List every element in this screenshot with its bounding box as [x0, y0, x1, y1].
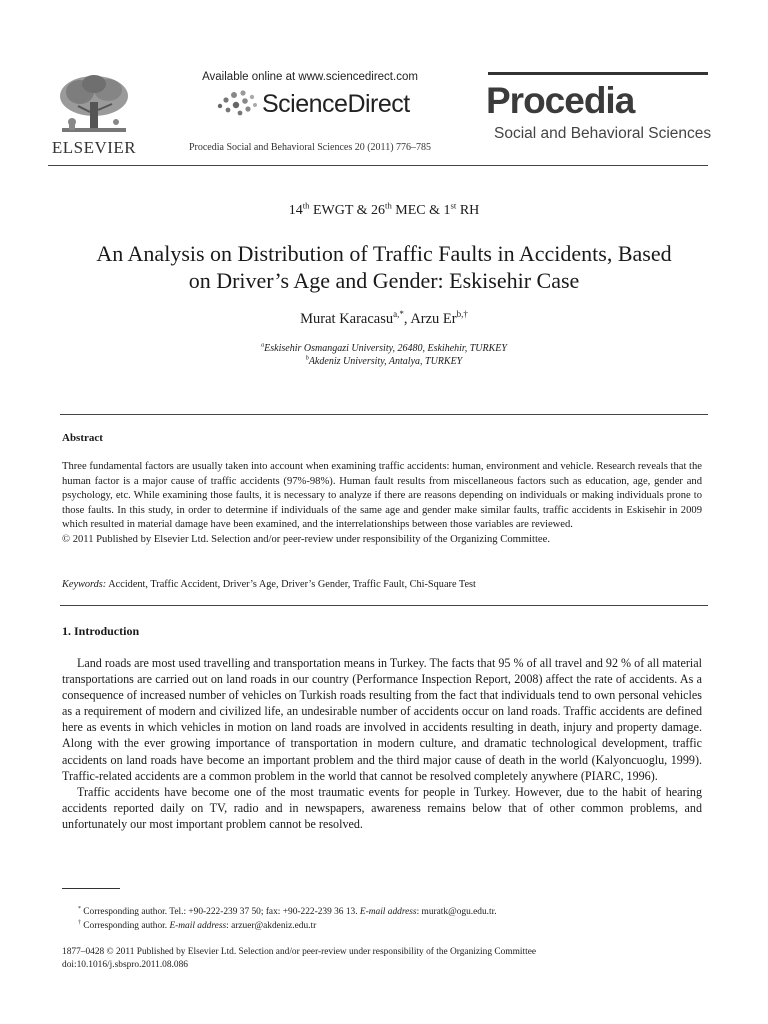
abstract-heading: Abstract — [62, 432, 103, 444]
keywords-label: Keywords: — [62, 579, 107, 590]
conference-line: 14th EWGT & 26th MEC & 1st RH — [288, 200, 480, 218]
paper-title — [40, 240, 728, 294]
elsevier-tree-icon — [56, 72, 132, 138]
elsevier-wordmark: ELSEVIER — [51, 138, 137, 157]
footnote-rule — [62, 888, 120, 889]
elsevier-logo — [48, 72, 140, 156]
author-line: Murat Karacasu$^{a,*}$, Arzu $Er^{b,\dagger}$ — [300, 309, 468, 327]
abstract-copyright: © 2011 Published by Elsevier Ltd. Selection and/or peer-review under responsibility of the Organizing Committee. — [62, 533, 550, 545]
abstract-bottom-rule — [60, 605, 708, 606]
footnote-1: * Corresponding author. Tel.: +90-222-239 37 50; fax: +90-222-239 36 13. E-mail address: muratk@ogu.edu.tr. — [78, 905, 497, 917]
introduction-body — [62, 655, 702, 832]
keywords-list: Accident, Traffic Accident, Driver’s Age, Driver’s Gender, Traffic Fault, Chi-Square Test — [106, 579, 476, 590]
procedia-subtitle: Social and Behavioral Sciences — [494, 125, 712, 142]
title-line-2: on Driver’s Age and Gender: Eskisehir Case — [188, 268, 580, 293]
abstract-body — [62, 460, 702, 548]
doi-line: doi:10.1016/j.sbspro.2011.08.086 — [62, 960, 188, 970]
issn-line: 1877–0428 © 2011 Published by Elsevier Ltd. Selection and/or peer-review under responsibility of the Organizing Committee — [62, 947, 537, 957]
sciencedirect-logo — [214, 86, 414, 120]
introduction-paragraph-2: Traffic accidents have become one of the most traumatic events for people in Turkey. However, due to the habit of hearing accidents reported daily on TV, radio and in newspapers, awareness remains below that of other common problems, and unfortunately our most important problem cannot be resolved. — [62, 784, 702, 831]
title-line-1: An Analysis on Distribution of Traffic Faults in Accidents, Based — [96, 241, 672, 266]
footnote-2: † Corresponding author. E-mail address: arzuer@akdeniz.edu.tr — [78, 919, 317, 931]
introduction-heading: 1. Introduction — [62, 624, 140, 638]
sciencedirect-wordmark: ScienceDirect — [262, 90, 410, 118]
abstract-top-rule — [60, 414, 708, 415]
available-online-text: Available online at www.sciencedirect.com — [202, 71, 418, 83]
header-divider — [48, 165, 708, 166]
journal-citation: Procedia Social and Behavioral Sciences 20 (2011) 776–785 — [188, 142, 432, 153]
sciencedirect-dots-icon — [214, 88, 262, 118]
abstract-text: Three fundamental factors are usually taken into account when examining traffic accidents: human, environment and vehicle. Research reveals that the human factor is a major cause of traffic accidents (97%-98%). Human fault results from miscellaneous factors such as education, age, gender and psychology, etc. While examining those faults, it is necessary to analyze if there are reasons depending on individuals or making individuals prone to those faults. In this study, in order to determine if individuals of the same age and gender make similar faults, traffic accidents in Eskisehir in 2009 which resulted in material damage have been examined, and the interrelationships between those variables are reviewed. — [62, 461, 702, 531]
procedia-wordmark: Procedia — [486, 80, 635, 121]
affiliation-b: $^b$Akdeniz University, Antalya, TURKEY — [305, 354, 463, 367]
affiliation-a: $^a$Eskisehir Osmangazi University, 26480, Eskihehir, TURKEY — [261, 341, 507, 354]
keywords — [62, 579, 702, 590]
introduction-paragraph-1: Land roads are most used travelling and transportation means in Turkey. The facts that 95 % of all travel and 92 % of all material transportations are carried out on land roads in our country (Performance Inspection Report, 2008) affect the rate of accidents. As a consequence of increased number of vehicles on Turkish roads resulting from the fact that individuals tend to own personal vehicles as a requirement of modern and civilized life, an undesirable number of accidents occur on land roads. Traffic accidents are defined here as events in which vehicles in motion on land roads are involved in accidents resulting in death, injury and property damage. Along with the ever growing importance of transportation in modern culture, and dramatic technological development, traffic accidents on land roads have become an important problem and the third major cause of death in the world (Kalyoncuoglu, 1999). Traffic-related accidents are a common problem in the world that cannot be resolved completely anywhere (PIARC, 1996). — [62, 656, 702, 783]
procedia-top-rule — [488, 72, 708, 75]
